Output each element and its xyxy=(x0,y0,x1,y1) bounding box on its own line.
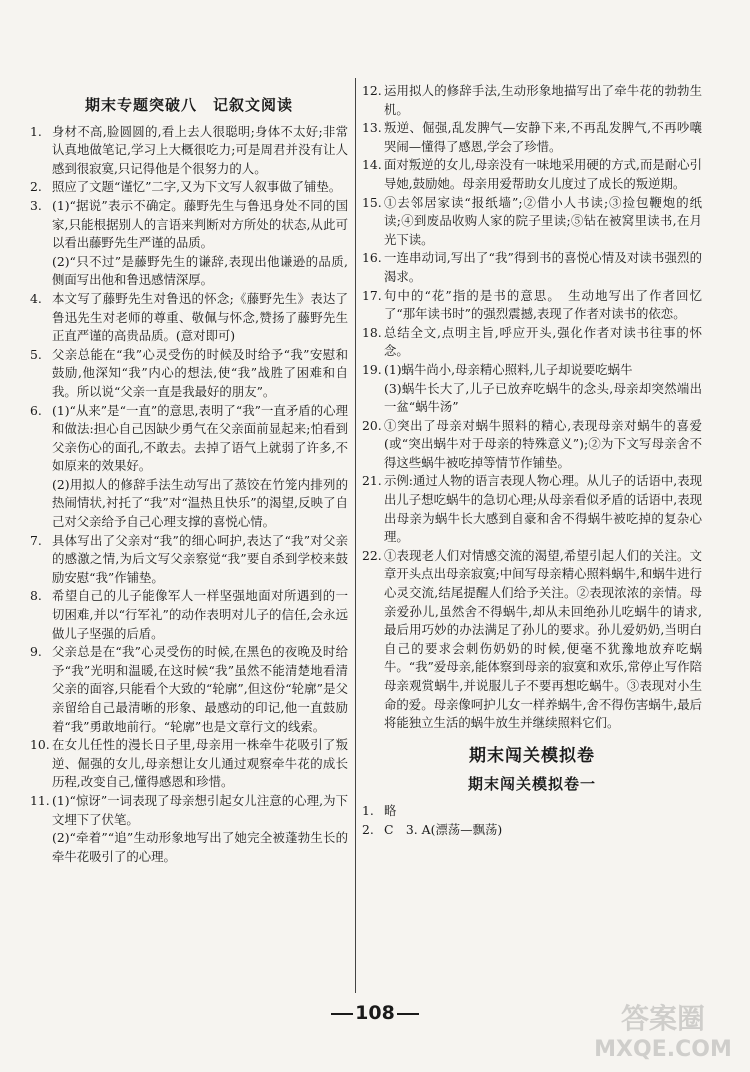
answer-text: 父亲总能在“我”心灵受伤的时候及时给予“我”安慰和鼓励,他深知“我”内心的想法,使“我”战胜了困难和自我。所以说“父亲一直是我最好的朋友”。 xyxy=(52,346,348,399)
column-divider xyxy=(355,78,356,993)
answer-item xyxy=(362,119,702,156)
answer-text: 照应了文题“谨忆”二字,又为下文写人叙事做了铺垫。 xyxy=(52,179,342,195)
answer-text: 本文写了藤野先生对鲁迅的怀念;《藤野先生》表达了鲁迅先生对老师的尊重、敬佩与怀念,赞扬了藤野先生正直严谨的高贵品质。(意对即可) xyxy=(52,290,348,344)
answer-item xyxy=(30,532,348,588)
answer-number: 1. xyxy=(362,802,374,818)
answer-subpart: (2)“牵着”“追”生动形象地写出了她完全被蓬勃生长的牵牛花吸引了的心理。 xyxy=(52,830,348,864)
answer-item xyxy=(30,643,348,736)
answer-number: 19. xyxy=(362,361,382,377)
page-number-dash xyxy=(331,1013,353,1015)
answer-number: 22. xyxy=(362,547,382,563)
exam-subtitle: 期末闯关模拟卷一 xyxy=(467,775,596,794)
answer-text: (1)“据说”表示不确定。藤野先生与鲁迅身处不同的国家,只能根据别人的言语来判断对方所处的状态,从此可以看出藤野先生严谨的品质。 xyxy=(52,197,348,251)
answer-number: 1. xyxy=(30,123,42,139)
answer-item xyxy=(362,194,702,250)
answer-number: 16. xyxy=(362,250,382,266)
answer-number: 8. xyxy=(30,588,42,604)
answer-number: 15. xyxy=(362,194,382,210)
exam-title: 期末闯关模拟卷 xyxy=(469,745,595,766)
answer-number: 4. xyxy=(30,290,42,306)
answer-subpart: (2)“只不过”是藤野先生的谦辞,表现出他谦逊的品质,侧面写出他和鲁迅感情深厚。 xyxy=(52,253,348,288)
answer-text: 叛逆、倔强,乱发脾气—安静下来,不再乱发脾气,不再吵嚷哭闹—懂得了感恩,学会了珍惜。 xyxy=(384,120,702,154)
answer-item xyxy=(362,249,702,286)
answer-item xyxy=(30,346,348,402)
answer-item xyxy=(30,290,348,346)
answer-text: 一连串动词,写出了“我”得到书的喜悦心情及对读书强烈的渴求。 xyxy=(384,250,702,284)
exam-answer-item xyxy=(362,821,702,840)
answer-item xyxy=(30,178,348,197)
answer-number: 11. xyxy=(30,792,50,808)
answer-item xyxy=(30,736,348,792)
answer-item xyxy=(362,156,702,193)
answer-number: 5. xyxy=(30,346,42,362)
answer-text: (1)蜗牛尚小,母亲精心照料,儿子却说要吃蜗牛 xyxy=(384,361,633,377)
answer-text: ①突出了母亲对蜗牛照料的精心,表现母亲对蜗牛的喜爱(或“突出蜗牛对于母亲的特殊意义”);②为下文写母亲舍不得这些蜗牛被吃掉等情节作铺垫。 xyxy=(384,417,702,470)
answer-item xyxy=(362,82,702,119)
answer-number: 9. xyxy=(30,644,42,660)
right-column xyxy=(362,82,702,839)
left-column xyxy=(30,82,348,866)
answer-text: 示例:通过人物的语言表现人物心理。从儿子的话语中,表现出儿子想吃蜗牛的急切心理;从母亲看似矛盾的话语中,表现出母亲为蜗牛长大感到自豪和舍不得蜗牛被吃掉的复杂心理。 xyxy=(384,473,702,545)
answer-subpart: (2)用拟人的修辞手法生动写出了蒸饺在竹笼内排列的热闹情状,衬托了“我”对“温热且快乐”的渴望,反映了自己对父亲给予自己心理支撑的喜悦心情。 xyxy=(52,476,348,530)
answer-text: 面对叛逆的女儿,母亲没有一味地采用硬的方式,而是耐心引导她,鼓励她。母亲用爱帮助女儿度过了成长的叛逆期。 xyxy=(384,157,702,191)
answer-item xyxy=(362,361,702,417)
answer-number: 14. xyxy=(362,157,382,173)
answer-item xyxy=(362,472,702,546)
watermark-logo xyxy=(588,994,738,1066)
answer-text: 希望自己的儿子能像军人一样坚强地面对所遇到的一切困难,并以“行军礼”的动作表明对儿子的信任,会永远做儿子坚强的后盾。 xyxy=(52,588,348,641)
answer-text: (1)“惊讶”一词表现了母亲想引起女儿注意的心理,为下文埋下了伏笔。 xyxy=(52,792,348,827)
answer-text: ①去邻居家读“报纸墙”;②借小人书读;③捡包鞭炮的纸读;④到废品收购人家的院子里读;⑤钻在被窝里读书,在月光下读。 xyxy=(384,194,702,247)
answer-number: 18. xyxy=(362,324,382,340)
section-title: 期末专题突破八 记叙文阅读 xyxy=(84,96,293,114)
answer-text: 略 xyxy=(384,802,397,818)
watermark-line2: MXQE.COM xyxy=(594,1037,732,1062)
answer-number: 7. xyxy=(30,532,42,548)
answer-text: (1)“从来”是“一直”的意思,表明了“我”一直矛盾的心理和做法:担心自己因缺少勇气在父亲面前显起来;怕看到父亲伤心的面孔,不敢去。去掉了语气上就弱了许多,不如原来的效果好。 xyxy=(52,402,348,474)
answer-number: 13. xyxy=(362,120,382,136)
answer-item xyxy=(30,587,348,643)
answer-text: 运用拟人的修辞手法,生动形象地描写出了牵牛花的勃勃生机。 xyxy=(384,83,702,117)
answer-item xyxy=(362,547,702,733)
answer-text: 父亲总是在“我”心灵受伤的时候,在黑色的夜晚及时给予“我”光明和温暖,在这时候“我”虽然不能清楚地看清父亲的面容,只能看个大致的“轮廓”,但这份“轮廓”是父亲留给自己最清晰的形象、最感动的印记,他一直鼓励着“我”勇敢地前行。“轮廓”也是文章行文的线索。 xyxy=(52,644,348,734)
watermark-line1: 答案圈 xyxy=(620,1002,706,1035)
page-number-value: 108 xyxy=(355,1002,395,1024)
answer-number: 20. xyxy=(362,417,382,433)
answer-number: 3. xyxy=(30,197,42,213)
answer-text: 具体写出了父亲对“我”的细心呵护,表达了“我”对父亲的感激之情,为后文写父亲察觉“我”要自杀到学校来鼓励安慰“我”作铺垫。 xyxy=(52,532,348,585)
answer-number: 6. xyxy=(30,402,42,418)
answer-text: C 3. A(漂荡—飘荡) xyxy=(384,821,503,837)
answer-item xyxy=(30,123,348,179)
answer-number: 2. xyxy=(30,179,42,195)
answer-text: 总结全文,点明主旨,呼应开头,强化作者对读书往事的怀念。 xyxy=(384,324,702,359)
answer-item xyxy=(362,417,702,473)
answer-text: 句中的“花”指的是书的意思。 生动地写出了作者回忆了“那年读书时”的强烈震撼,表现了作者对读书的依恋。 xyxy=(384,287,702,322)
answer-number: 17. xyxy=(362,287,382,303)
page-number-dash xyxy=(397,1013,419,1015)
answer-item xyxy=(30,402,348,532)
answer-text: ①表现老人们对情感交流的渴望,希望引起人们的关注。文章开头点出母亲寂寞;中间写母亲精心照料蜗牛,和蜗牛进行心灵交流,结尾提醒人们给予关注。②表现浓浓的亲情。母亲爱孙儿,虽然舍不得蜗牛,却从未回绝孙儿吃蜗牛的请求,最后用巧妙的办法满足了孙儿的要求。孙儿爱奶奶,当明白自己的要求会刺伤奶奶的时候,便毫不犹豫地放弃吃蜗牛。“我”爱母亲,能体察到母亲的寂寞和欢乐,常停止写作陪母亲观赏蜗牛,并说服儿子不要再想吃蜗牛。③表现对小生命的爱。母亲像呵护儿女一样养蜗牛,舍不得伤害蜗牛,最后将能独立生活的蜗牛放生并继续照料它们。 xyxy=(384,547,702,731)
answer-text: 在女儿任性的漫长日子里,母亲用一株牵牛花吸引了叛逆、倔强的女儿,母亲想让女儿通过观察牵牛花的成长历程,改变自己,懂得感恩和珍惜。 xyxy=(52,737,348,790)
answer-item xyxy=(30,197,348,290)
answer-number: 10. xyxy=(30,737,50,753)
answer-text: 身材不高,脸圆圆的,看上去人很聪明;身体不太好;非常认真地做笔记,学习上大概很吃力;可是周君并没有让人感到很寂寞,只记得他是个很努力的人。 xyxy=(52,123,348,176)
exam-answer-item xyxy=(362,802,702,821)
answer-number: 21. xyxy=(362,473,382,489)
answer-subpart: (3)蜗牛长大了,儿子已放弃吃蜗牛的念头,母亲却突然端出一盆“蜗牛汤” xyxy=(384,380,702,415)
answer-item xyxy=(30,792,348,866)
answer-item xyxy=(362,324,702,361)
answer-number: 12. xyxy=(362,83,382,98)
answer-item xyxy=(362,287,702,324)
answer-number: 2. xyxy=(362,821,374,837)
